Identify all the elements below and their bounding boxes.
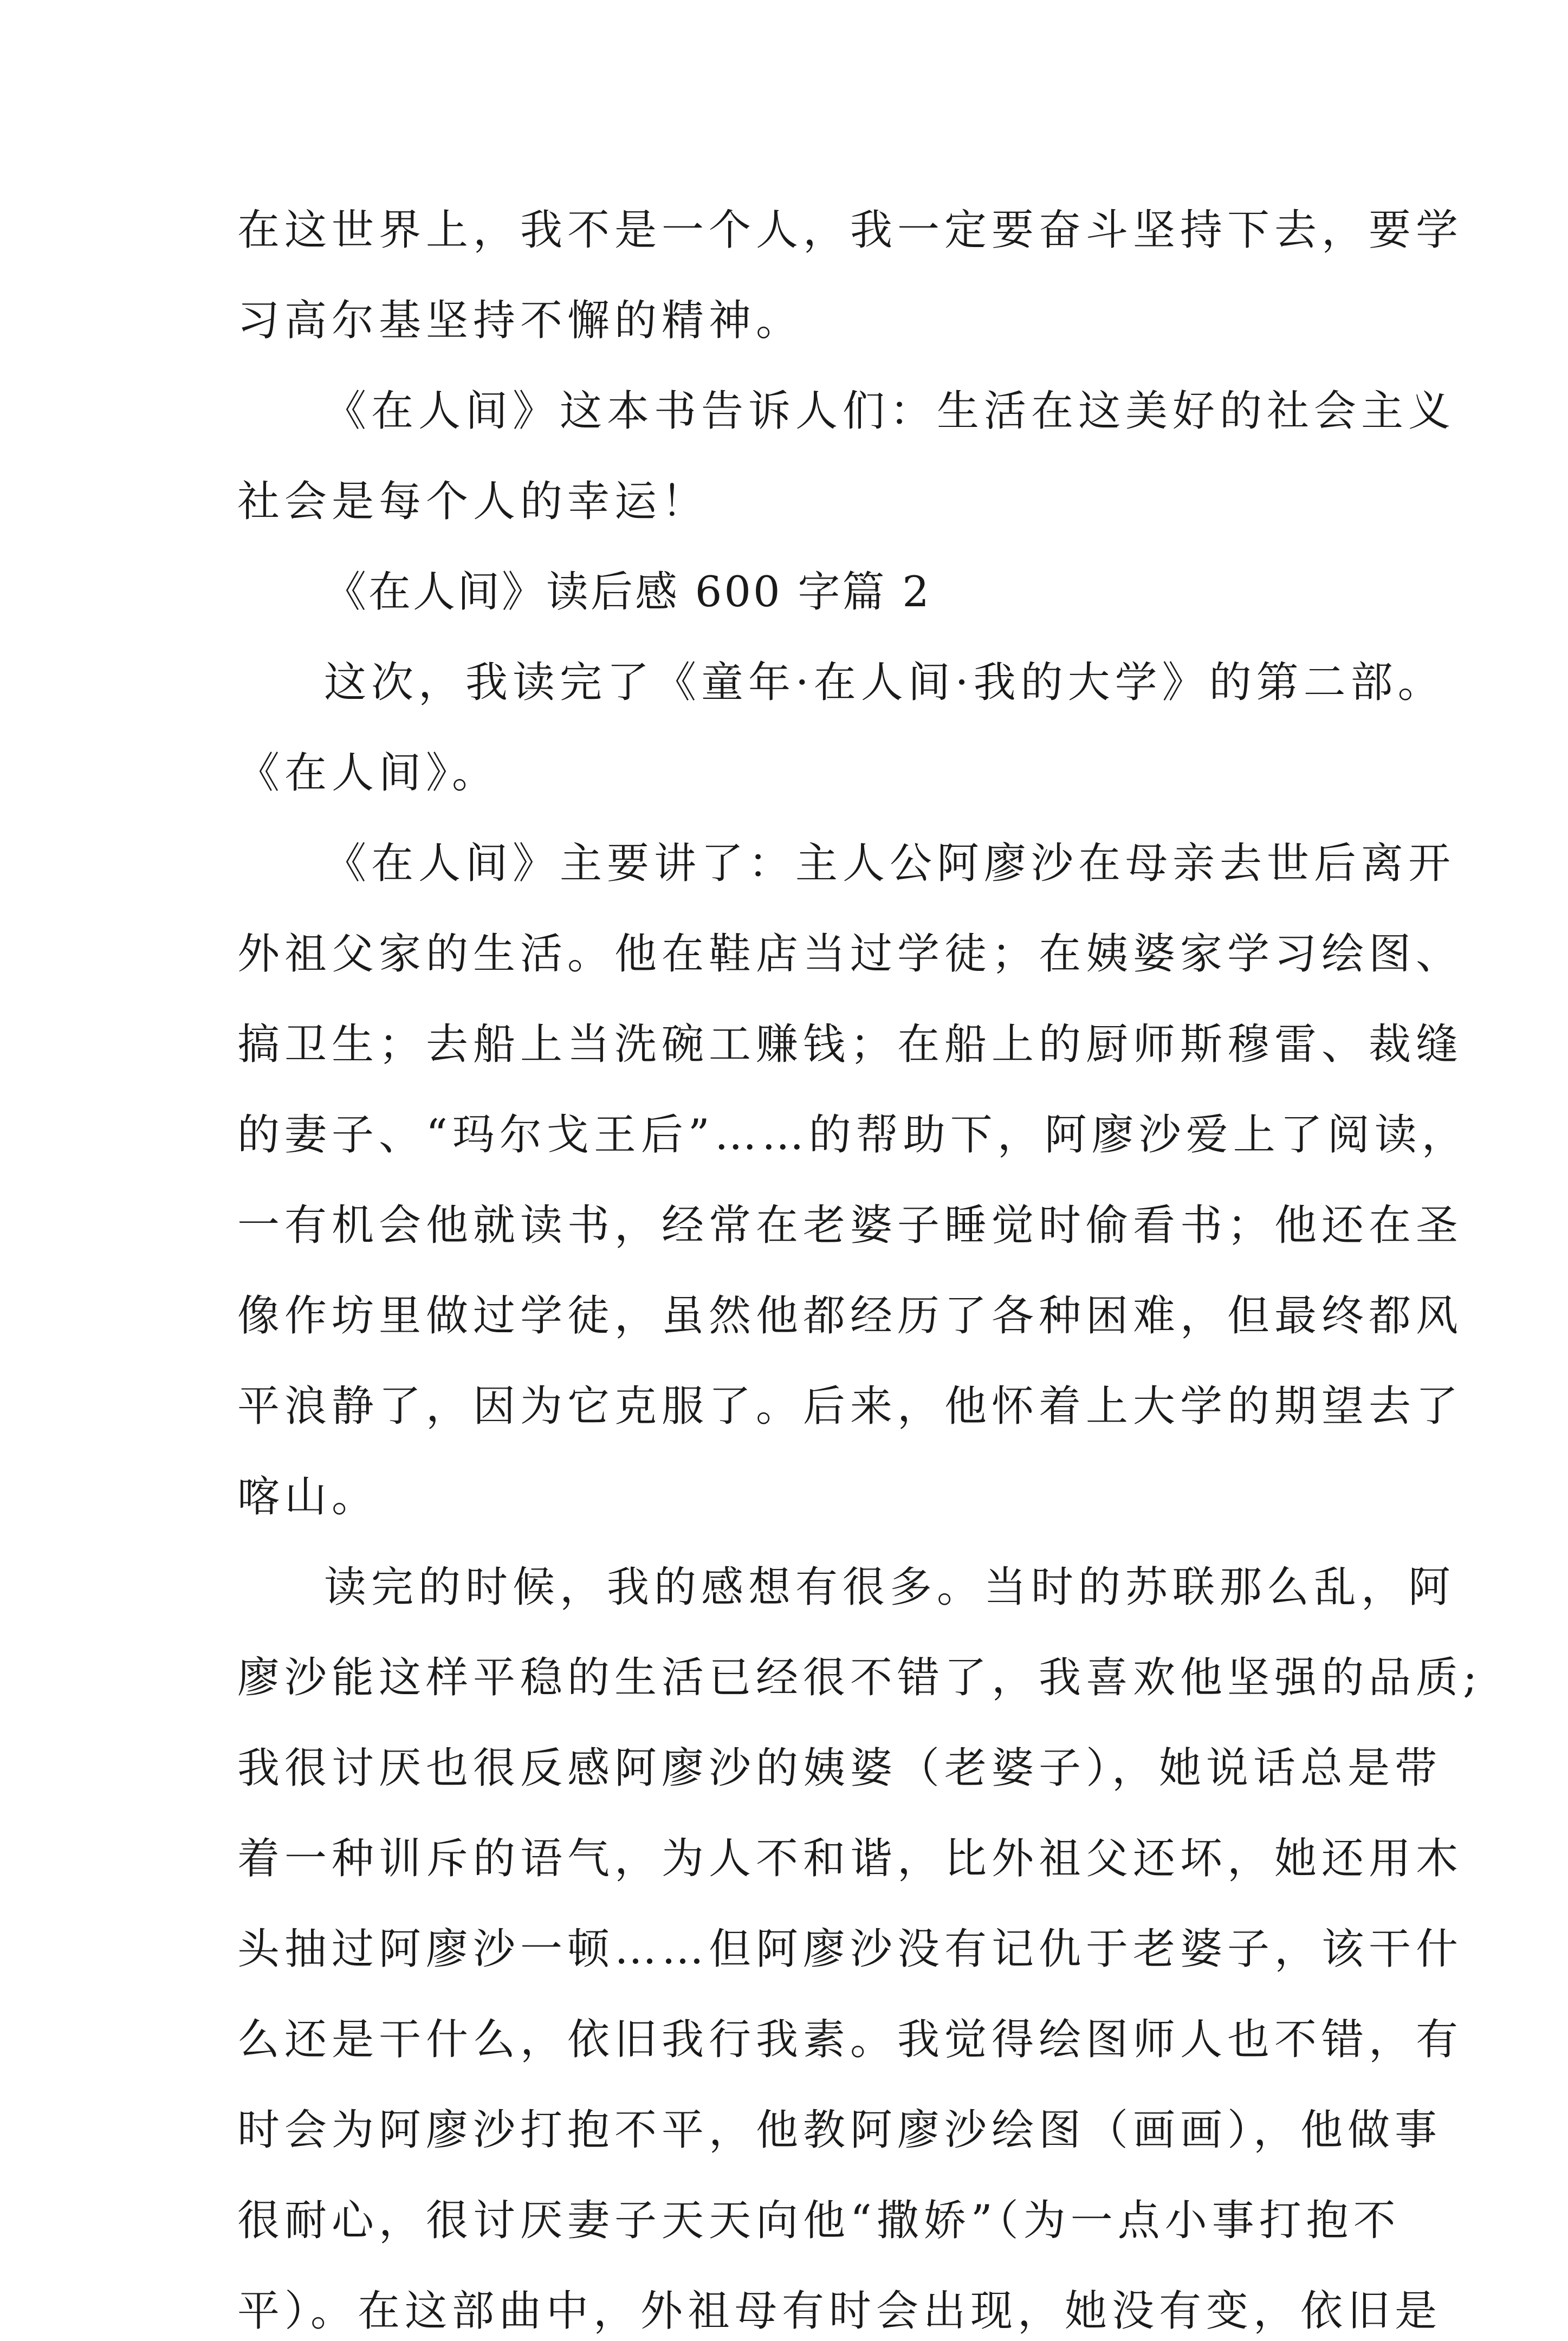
text-line: 外祖父家的生活。他在鞋店当过学徒；在姨婆家学习绘图、	[237, 930, 1463, 978]
text-line: 廖沙能这样平稳的生活已经很不错了，我喜欢他坚强的品质;	[237, 1653, 1482, 1702]
section-heading: 《在人间》读后感 600 字篇 2	[324, 568, 931, 617]
text-line: 《在人间》。	[237, 749, 500, 797]
text-line: 像作坊里做过学徒，虽然他都经历了各种困难，但最终都风	[237, 1292, 1463, 1340]
text-line: 头抽过阿廖沙一顿……但阿廖沙没有记仇于老婆子，该干什	[237, 1925, 1463, 1974]
text-line: 平浪静了，因为它克服了。后来，他怀着上大学的期望去了	[237, 1382, 1463, 1431]
text-line: 着一种训斥的语气，为人不和谐，比外祖父还坏，她还用木	[237, 1834, 1463, 1883]
paragraph-start-line: 《在人间》这本书告诉人们：生活在这美好的社会主义	[324, 387, 1456, 436]
paragraph-start-line: 这次，我读完了《童年·在人间·我的大学》的第二部。	[324, 658, 1445, 707]
text-line: 很耐心，很讨厌妻子天天向他“撒娇”（为一点小事打抱不	[237, 2196, 1401, 2245]
text-line: 的妻子、“玛尔戈王后”……的帮助下，阿廖沙爱上了阅读，	[237, 1111, 1469, 1159]
text-line: 我很讨厌也很反感阿廖沙的姨婆（老婆子），她说话总是带	[237, 1744, 1442, 1793]
text-line: 习高尔基坚持不懈的精神。	[237, 296, 804, 345]
text-line: 社会是每个人的幸运！	[237, 477, 709, 526]
text-line: 平）。在这部曲中，外祖母有时会出现，她没有变，依旧是	[237, 2287, 1442, 2336]
text-line: 么还是干什么，依旧我行我素。我觉得绘图师人也不错，有	[237, 2015, 1463, 2064]
paragraph-start-line: 读完的时候，我的感想有很多。当时的苏联那么乱，阿	[324, 1563, 1456, 1612]
text-line: 一有机会他就读书，经常在老婆子睡觉时偷看书；他还在圣	[237, 1201, 1463, 1250]
paragraph-start-line: 《在人间》主要讲了：主人公阿廖沙在母亲去世后离开	[324, 839, 1456, 888]
text-line: 搞卫生；去船上当洗碗工赚钱；在船上的厨师斯穆雷、裁缝	[237, 1020, 1463, 1069]
text-line: 喀山。	[237, 1473, 379, 1521]
text-line: 时会为阿廖沙打抱不平，他教阿廖沙绘图（画画），他做事	[237, 2106, 1442, 2155]
text-line: 在这世界上，我不是一个人，我一定要奋斗坚持下去，要学	[237, 206, 1463, 255]
